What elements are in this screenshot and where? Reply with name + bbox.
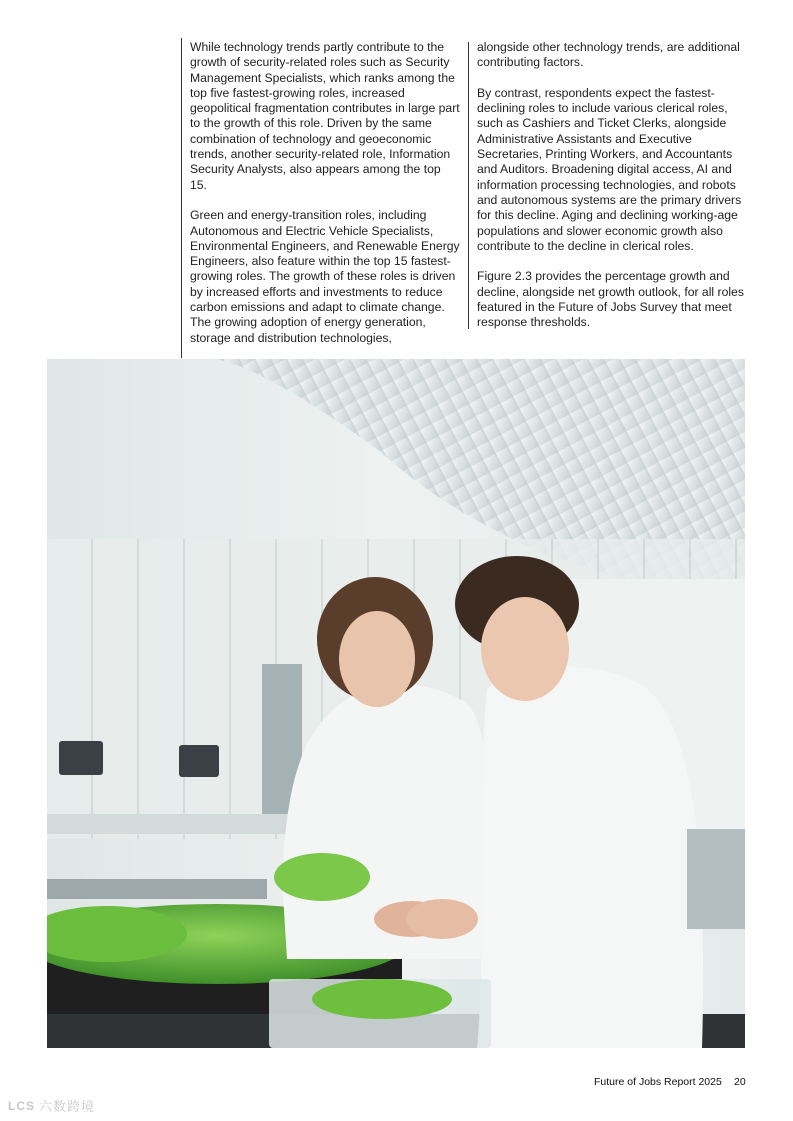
paragraph: Green and energy-transition roles, including Autonomous and Electric Vehicle Specialists, Environmental Engineers, and Renewable Energy Engineers, also feature within the top 15 fastest-growing roles. The growth of these roles is driven by increased efforts and investments to reduce carbon emissions and adapt to climate change. The growing adoption of energy generation, storage and distribution technologies, [190,208,460,345]
lab-photo [47,359,745,1048]
left-text-column [190,40,460,346]
watermark-text: 六数跨境 [39,1099,96,1114]
paragraph: alongside other technology trends, are additional contributing factors. [477,40,740,70]
page-number: 20 [734,1076,746,1088]
watermark [8,1096,95,1115]
watermark-logo: LCS [8,1098,35,1113]
paragraph: While technology trends partly contribute to the growth of security-related roles such as Security Management Specialists, which ranks among the top five fastest-growing roles, increased geopolitical fragmentation contributes in large part to the growth of this role. Driven by the same combination of technology and geoeconomic trends, another security-related role, Information Security Analysts, also appears among the top 15. [190,40,460,192]
right-text-column [477,40,752,331]
paragraph: By contrast, respondents expect the fastest-declining roles to include various clerical roles, such as Cashiers and Ticket Clerks, alongside Administrative Assistants and Executive Secretaries, Printing Workers, and Accountants and Auditors. Broadening digital access, AI and information processing technologies, and robots and autonomous systems are the primary drivers for this decline. Aging and declining working-age populations and slower economic growth also contribute to the decline in clerical roles. [477,85,742,253]
report-title: Future of Jobs Report 2025 [594,1076,722,1088]
paragraph: Figure 2.3 provides the percentage growth and decline, alongside net growth outlook, for all roles featured in the Future of Jobs Survey that meet response thresholds. [477,269,744,330]
column-divider-left [181,38,182,358]
column-divider-right [468,42,469,329]
